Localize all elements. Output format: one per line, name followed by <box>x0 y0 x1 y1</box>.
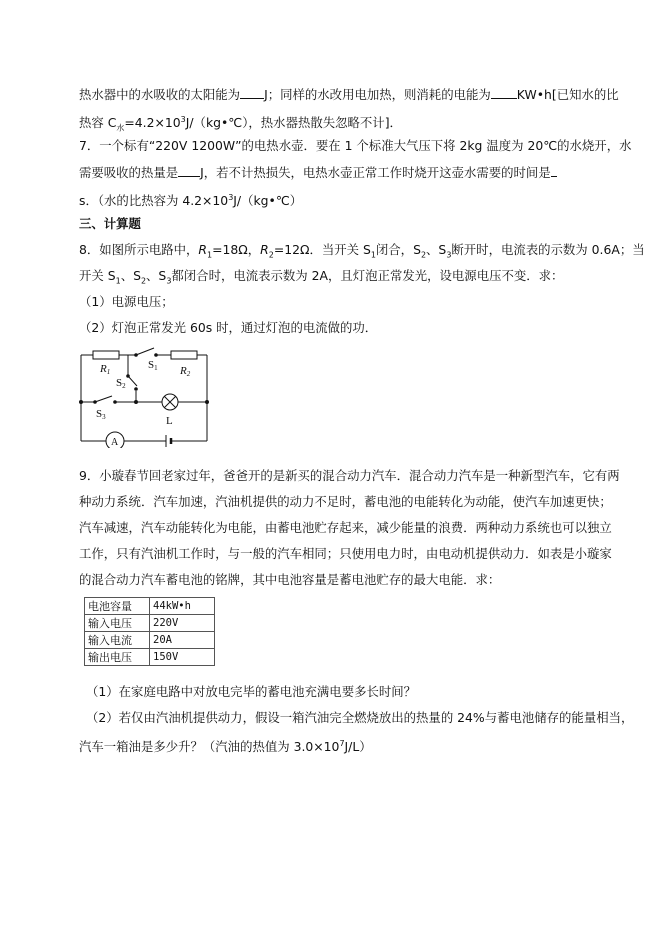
table-cell-key: 输入电压 <box>85 615 150 632</box>
resistor-r2 <box>171 351 197 359</box>
subscript: 2 <box>420 250 427 260</box>
q8-text: 、S <box>120 268 141 283</box>
q8-text: =18Ω， <box>212 242 261 257</box>
q8-text: 、S <box>146 268 167 283</box>
label-s1: S1 <box>148 359 158 372</box>
answer-blank <box>551 164 557 177</box>
subscript: 3 <box>446 250 452 260</box>
label-r1: R1 <box>100 363 111 376</box>
q8-text: 断开时，电流表的示数为 0.6A；当 <box>451 242 645 257</box>
switch-s1 <box>136 348 154 355</box>
switch-s2 <box>128 376 137 386</box>
answer-blank <box>491 86 517 99</box>
switch-contact <box>134 387 138 391</box>
switch-contact <box>154 353 158 357</box>
r1-symbol: R <box>198 242 208 257</box>
label-s3: S3 <box>96 408 106 421</box>
label-s2: S2 <box>116 377 126 390</box>
q7-line-1: 7．一个标有“220V 1200W”的电热水壶．要在 1 个标准大气压下将 2kg 温度为 20℃的水烧开，水 <box>79 138 632 153</box>
q8-text: 8．如图所示电路中， <box>79 242 199 257</box>
subscript: 1 <box>207 250 213 260</box>
q7-line-3 <box>79 190 302 209</box>
junction-dot <box>134 400 138 404</box>
q7-text: J/（kg•℃） <box>233 193 303 209</box>
q9-line-3: 汽车减速，汽车动能转化为电能，由蓄电池贮存起来，减少能量的浪费．两种动力系统也可以独立 <box>79 520 612 535</box>
answer-blank <box>240 86 264 99</box>
table-cell-value: 220V <box>150 615 215 632</box>
resistor-r1 <box>93 351 119 359</box>
q9-line-5: 的混合动力汽车蓄电池的铭牌，其中电池容量是蓄电池贮存的最大电能．求： <box>79 572 501 587</box>
switch-contact <box>134 353 138 357</box>
table-row <box>85 615 215 632</box>
q9-text: 汽车一箱油是多少升？（汽油的热值为 3.0×10 <box>79 739 340 755</box>
superscript: 3 <box>180 115 186 124</box>
q7-text: s．（水的比热容为 4.2×10 <box>79 193 229 209</box>
q6-text: =4.2×10 <box>124 115 181 131</box>
section-heading: 三、计算题 <box>79 216 141 231</box>
q8-text: 都闭合时，电流表示数为 2A，且灯泡正常发光，设电源电压不变．求： <box>171 268 564 283</box>
superscript: 3 <box>228 193 234 202</box>
q6-text: J；同样的水改用电加热，则消耗的电能为 <box>264 87 491 102</box>
q8-sub-question-1: （1）电源电压； <box>79 294 174 309</box>
q7-text: J，若不计热损失，电热水壶正常工作时烧开这壶水需要的时间是 <box>200 165 551 180</box>
q6-text: 热水器中的水吸收的太阳能为 <box>79 87 241 102</box>
q7-line-2 <box>79 164 557 181</box>
label-lamp: L <box>166 415 173 427</box>
q8-text: =12Ω．当开关 S <box>273 242 371 257</box>
subscript: 2 <box>140 276 147 286</box>
q8-text: 、S <box>426 242 447 257</box>
q6-text: 热容 C <box>79 115 117 131</box>
superscript: 7 <box>339 739 345 748</box>
q9-line-4: 工作，只有汽油机工作时，与一般的汽车相同；只使用电力时，由电动机提供动力．如表是小璇家 <box>79 546 612 561</box>
q8-sub-question-2: （2）灯泡正常发光 60s 时，通过灯泡的电流做的功． <box>79 320 378 335</box>
q6-text: J/（kg•℃），热水器热散失忽略不计]． <box>185 115 402 131</box>
label-r2: R2 <box>180 365 191 378</box>
table-cell-value: 150V <box>150 649 215 666</box>
table-cell-key: 电池容量 <box>85 598 150 615</box>
circuit-diagram <box>76 338 216 448</box>
q8-line-1 <box>79 242 645 263</box>
table-cell-value: 44kW•h <box>150 598 215 615</box>
table-row <box>85 632 215 649</box>
q8-line-2 <box>79 268 563 289</box>
junction-dot <box>79 400 83 404</box>
q6-text: KW•h[已知水的比 <box>516 87 619 102</box>
q7-text: 需要吸收的热量是 <box>79 165 179 180</box>
subscript: 2 <box>268 250 274 260</box>
subscript: 水 <box>116 123 125 133</box>
q8-text: 闭合，S <box>375 242 421 257</box>
table-cell-key: 输入电流 <box>85 632 150 649</box>
battery-nameplate-table <box>84 597 215 666</box>
q8-text: 开关 S <box>79 268 116 283</box>
subscript: 3 <box>166 276 172 286</box>
junction-dot <box>205 400 209 404</box>
q6-line-1 <box>79 86 619 103</box>
answer-blank <box>178 164 200 177</box>
q9-sub-question-1: （1）在家庭电路中对放电完毕的蓄电池充满电要多长时间？ <box>86 684 417 699</box>
q9-text: J/L） <box>344 739 372 755</box>
switch-s3 <box>95 396 112 402</box>
subscript: 1 <box>115 276 121 286</box>
subscript: 1 <box>370 250 376 260</box>
q9-sub-question-2-cont <box>79 736 372 755</box>
r2-symbol: R <box>260 242 269 257</box>
switch-contact <box>113 400 117 404</box>
switch-contact <box>126 374 130 378</box>
q6-line-2 <box>79 112 402 137</box>
table-row <box>85 598 215 615</box>
q9-sub-question-2: （2）若仅由汽油机提供动力，假设一箱汽油完全燃烧放出的热量的 24%与蓄电池储存的能量相当， <box>86 710 634 725</box>
q9-line-1: 9．小璇春节回老家过年，爸爸开的是新买的混合动力汽车．混合动力汽车是一种新型汽车，它有两 <box>79 468 620 483</box>
label-ammeter: A <box>111 437 119 448</box>
table-row <box>85 649 215 666</box>
switch-contact <box>93 400 97 404</box>
table-cell-key: 输出电压 <box>85 649 150 666</box>
q9-line-2: 种动力系统．汽车加速，汽油机提供的动力不足时，蓄电池的电能转化为动能，使汽车加速更快； <box>79 494 612 509</box>
table-cell-value: 20A <box>150 632 215 649</box>
